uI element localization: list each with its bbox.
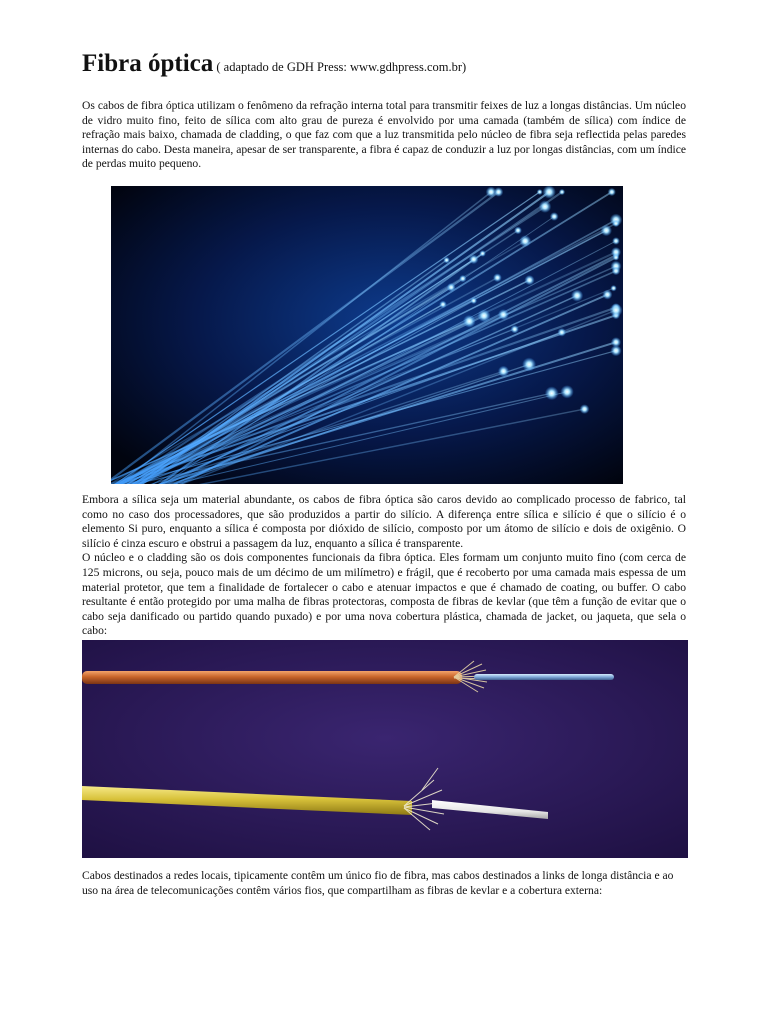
fiber-tip-glow bbox=[610, 345, 621, 356]
fiber-tip-glow bbox=[447, 283, 456, 292]
fiber-tip-glow bbox=[443, 257, 450, 264]
fiber-strands-illustration bbox=[111, 186, 623, 484]
fiber-tip-glow bbox=[493, 273, 502, 282]
fiber-tip-glow bbox=[545, 386, 559, 400]
fiber-tip-glow bbox=[519, 235, 531, 247]
fiber-tip-glow bbox=[602, 290, 612, 300]
paragraph-block-materials bbox=[82, 493, 686, 639]
fiber-tip-glow bbox=[612, 237, 620, 245]
fiber-tip-glow bbox=[609, 304, 622, 317]
paragraph-core-cladding: O núcleo e o cladding são os dois componentes funcionais da fibra óptica. Eles formam um conjunto muito fino (com cerca de 125 microns, ou seja, pouco mais de um décimo de um milímetro) e frágil, que é recoberto por uma camada mais espessa de um material protetor, que tem a finalidade de fortalecer o cabo e atenuar impactos e que é chamado de coating, ou buffer. O cabo resultante é então protegido por uma malha de fibras protectoras, composta de fibras de kevlar (que têm a função de evitar que o cabo seja danificado ou partido quando puxado) e por uma nova cobertura plástica, chamada de jacket, ou jaqueta, que sela o cabo: bbox=[82, 551, 686, 638]
fiber-tip-glow bbox=[612, 267, 621, 276]
fiber-tip-glow bbox=[439, 301, 447, 309]
fiber-tip-glow bbox=[550, 212, 559, 221]
fiber-tip-glow bbox=[580, 404, 590, 414]
fiber-tip-glow bbox=[463, 315, 476, 328]
fiber-tip-glow bbox=[571, 290, 583, 302]
fiber-tip-glow bbox=[612, 220, 619, 227]
fiber-tip-glow bbox=[539, 200, 552, 213]
paragraph-lan-cables: Cabos destinados a redes locais, tipicamente contêm um único fio de fibra, mas cabos destinados a links de longa distância e ao uso na área de telecomunicações contêm vários fios, que compartilham as fibras de kevlar e a cobertura externa: bbox=[82, 869, 674, 897]
fiber-tip-glow bbox=[514, 227, 522, 235]
fiber-tip-glow bbox=[537, 189, 543, 195]
fiber-tip-glow bbox=[601, 225, 612, 236]
fiber-tip-glow bbox=[613, 254, 620, 261]
fiber-tip-glow bbox=[560, 385, 573, 398]
fiber-tip-glow bbox=[494, 187, 504, 197]
fiber-tip-glow bbox=[478, 309, 491, 322]
fiber-tip-glow bbox=[459, 275, 466, 282]
title-line bbox=[82, 50, 686, 78]
fiber-cables-photo bbox=[82, 640, 688, 858]
fiber-tip-glow bbox=[559, 189, 565, 195]
fiber-tip-glow bbox=[522, 358, 536, 372]
title-source-note: ( adaptado de GDH Press: www.gdhpress.com.br) bbox=[213, 60, 467, 74]
fiber-tip-glow bbox=[469, 255, 479, 265]
fiber-tip-glow bbox=[498, 309, 509, 320]
fiber-tip-glow bbox=[511, 325, 519, 333]
fiber-tip-glow bbox=[610, 285, 616, 291]
fiber-tip-glow bbox=[498, 366, 509, 377]
page-title: Fibra óptica bbox=[82, 50, 214, 77]
fiber-optic-strands-photo bbox=[111, 186, 623, 484]
fiber-tip-glow bbox=[608, 188, 616, 196]
fiber-tip-glow bbox=[470, 297, 477, 304]
fiber-cables-illustration bbox=[82, 640, 688, 858]
fiber-tip-glow bbox=[558, 328, 567, 337]
fiber-tip-glow bbox=[479, 250, 486, 257]
paragraph-fiber-principle: Os cabos de fibra óptica utilizam o fenômeno da refração interna total para transmitir feixes de luz a longas distâncias. Um núcleo de vidro muito fino, feito de sílica com alto grau de pureza é envolvido por uma camada (também de sílica) com índice de refração mais baixo, chamada de cladding, o que faz com que a luz transmitida pelo núcleo de fibra seja reflectida pelas paredes internas do cabo. Desta maneira, apesar de ser transparente, a fibra é capaz de conduzir a luz por longas distâncias, com um índice de perdas muito pequeno. bbox=[82, 99, 686, 171]
paragraph-silica: Embora a sílica seja um material abundante, os cabos de fibra óptica são caros devido ao complicado processo de fabrico, tal como no caso dos processadores, que são produzidos a partir do silício. A diferença entre sílica e silício é que o silício é o elemento Si puro, enquanto a sílica é composta por dióxido de silício, composto por um átomo de silício e dois de oxigênio. O silício é cinza escuro e obstrui a passagem da luz, enquanto a sílica é transparente. bbox=[82, 493, 686, 550]
fiber-tip-glow bbox=[524, 275, 534, 285]
